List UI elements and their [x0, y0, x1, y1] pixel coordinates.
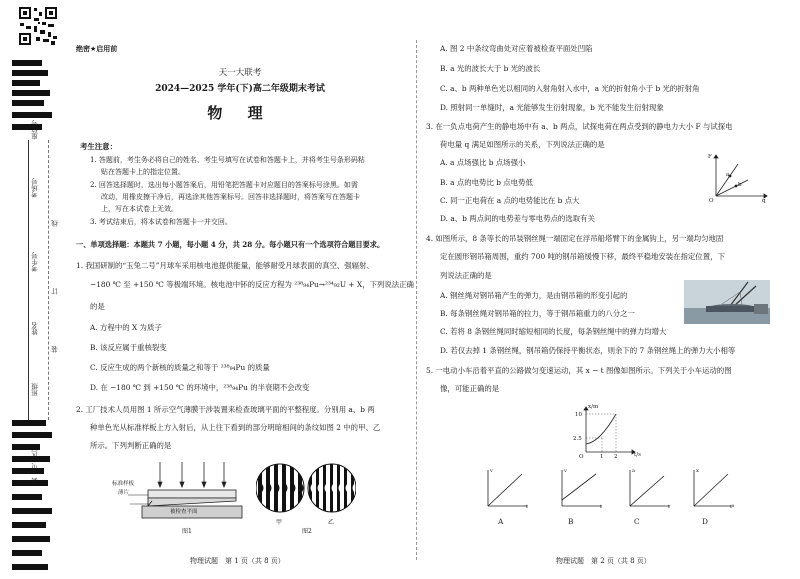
page-divider — [416, 40, 417, 560]
q1-option-b: B. 该反应属于重核裂变 — [90, 343, 167, 352]
subject-title: 物 理 — [207, 104, 273, 122]
q4-option-c: C. 若将 8 条钢丝绳同时缩短相同的长度，每条钢丝绳中的弹力均增大 — [440, 327, 667, 336]
q3-origin: O — [709, 198, 714, 204]
footer-left: 物理试题 第 1 页（共 8 页） — [190, 557, 285, 565]
q4-stem-line: 列说法正确的是 — [440, 271, 492, 280]
exam-title: 2024—2025 学年(下)高二年级期末考试 — [155, 84, 325, 94]
q5-choice-b-axis-x: t — [600, 504, 603, 510]
q2-option-b: B. a 光的波长大于 b 光的波长 — [440, 64, 541, 73]
fig2-label-jia: 甲 — [276, 519, 283, 526]
q1-stem-line: 的是 — [90, 302, 105, 311]
q3-point-b: b — [738, 182, 742, 188]
notice-item: 1. 答题前，考生务必将自己的姓名、考生号填写在试卷和答题卡上，并将考生号条形码粘 — [90, 156, 365, 164]
q5-choice-d-axis-x: t² — [730, 504, 735, 510]
fig1-caption: 图1 — [182, 528, 192, 535]
q2-stem-line: 所示。下列判断正确的是 — [90, 441, 172, 450]
q2-figure-2 — [256, 460, 356, 516]
notice-item: 改动，用橡皮擦干净后，再选涂其他答案标号。回答非选择题时，将答案写在答题卡 — [101, 193, 360, 201]
q4-stem-line: 4. 如图所示，8 条等长的吊装钢丝绳一端固定在浮吊船塔臂下的金属钩上，另一端均匀地固 — [426, 234, 724, 243]
q2-stem-line: 种单色光从标准样板上方入射后，从上往下看到的部分明暗相间的条纹如图 2 中的甲、乙 — [90, 423, 381, 432]
q1-stem-line: 1. 我国研制的“玉兔二号”月球车采用核电池提供能量，能够耐受月球表面的真空、强辐射、 — [76, 261, 374, 270]
secret-mark: 绝密★启用前 — [76, 45, 118, 53]
county-label: 县（市、区） — [31, 445, 39, 484]
seat-number-label: 座位号 — [31, 120, 39, 140]
q4-option-b: B. 每条钢丝绳对钢吊箱的拉力，等于钢吊箱重力的八分之一 — [440, 309, 635, 318]
q5-choice-d-axis-y: x — [696, 468, 699, 474]
fig1-label-surface: 被检查平面 — [170, 509, 198, 515]
fig2-label-yi: 乙 — [328, 519, 335, 526]
q5-stem-line: 像，可能正确的是 — [440, 384, 500, 393]
q3-graph — [708, 152, 768, 204]
q2-option-c: C. a、b 两种单色光以相同的入射角射入水中，a 光的折射角小于 b 光的折射角 — [440, 84, 700, 93]
q1-stem-line: −180 ℃ 至 +150 ℃ 等极端环境。核电池中钚的反应方程为 ²³⁸₉₄Pu→²³⁴₉₂U + X，下列说法正确 — [90, 280, 414, 289]
q3-option-c: C. 同一正电荷在 a 点的电势能比在 b 点大 — [440, 196, 580, 205]
name-label: 姓名 — [31, 322, 39, 335]
q4-option-d: D. 若仅去掉 1 条钢丝绳，钢吊箱仍保持平衡状态，则余下的 7 条钢丝绳上的弹力大小相等 — [440, 346, 736, 355]
class-label: 班级 — [31, 383, 39, 396]
footer-right: 物理试题 第 2 页（共 8 页） — [556, 557, 651, 565]
q5-axis-x: x/m — [588, 404, 599, 410]
q5-choice-c-label: C — [634, 517, 640, 526]
q5-origin: O — [579, 454, 584, 460]
q4-crane-photo — [684, 280, 770, 324]
q3-stem-line: 荷电量 q 满足如图所示的关系，下列说法正确的是 — [440, 140, 605, 149]
notice-item: 2. 回答选择题时，选出每小题答案后，用铅笔把答题卡对应题目的答案标号涂黑。如需 — [90, 181, 358, 189]
q3-axis-q: q — [762, 198, 766, 204]
notice-item: 上，写在本试卷上无效。 — [101, 205, 178, 213]
q2-option-a: A. 图 2 中条纹弯曲处对应着被检查平面处凹陷 — [440, 44, 593, 53]
q3-option-b: B. a 点的电势比 b 点电势低 — [440, 178, 533, 187]
cut-mark-bind: 订 — [51, 288, 59, 295]
org-title: 天一大联考 — [218, 68, 262, 78]
fig2-caption: 图2 — [302, 528, 312, 535]
fig1-label-sheet: 薄片 — [118, 490, 130, 496]
exam-room-label: 考场号 — [31, 178, 39, 198]
q5-choice-d-label: D — [702, 517, 708, 526]
q5-choice-a-axis-x: t — [526, 504, 529, 510]
q5-choice-b-axis-y: v — [564, 468, 567, 474]
q3-option-a: A. a 点场强比 b 点场强小 — [440, 158, 526, 167]
qr-code — [18, 6, 58, 46]
q5-tick-2-5: 2.5 — [573, 436, 582, 442]
q5-choice-a-axis-y: v — [490, 468, 493, 474]
q3-stem-line: 3. 在一负点电荷产生的静电场中有 a、b 两点，试探电荷在两点受到的静电力大小 F 与试探电 — [426, 122, 733, 131]
q3-option-d: D. a、b 两点间的电势差与零电势点的选取有关 — [440, 214, 595, 223]
cut-mark-install: 装 — [51, 346, 59, 353]
q2-option-d: D. 照射同一单缝时，a 光能够发生衍射现象，b 光不能发生衍射现象 — [440, 103, 664, 112]
q2-stem-line: 2. 工厂技术人员用图 1 所示空气薄膜干涉装置来检查玻璃平面的平整程度。分别用 a、b 两 — [76, 405, 375, 414]
q4-stem-line: 定在圆形钢吊箱周围，重约 700 吨的钢吊箱缓慢下移，最终平稳地安装在指定位置，下 — [440, 252, 725, 261]
q5-tick-2: 2 — [614, 454, 618, 460]
q5-tick-10: 10 — [575, 412, 582, 418]
cut-mark-line: 线 — [51, 220, 59, 227]
candidate-number-label: 考生号 — [31, 252, 39, 272]
q4-option-a: A. 钢丝绳对钢吊箱产生的弹力，是由钢吊箱的形变引起的 — [440, 291, 628, 300]
q1-option-d: D. 在 −180 ℃ 到 +150 ℃ 的环境中，²³⁸₉₄Pu 的半衰期不会改变 — [90, 383, 310, 392]
q5-xt-graph — [576, 404, 636, 460]
q5-choice-c-axis-y: a — [632, 468, 635, 474]
q1-option-c: C. 反应生成的两个新核的质量之和等于 ²³⁸₉₄Pu 的质量 — [90, 363, 270, 372]
q5-tick-1: 1 — [600, 454, 604, 460]
binding-strip — [0, 0, 62, 579]
section-heading: 一、单项选择题：本题共 7 小题，每小题 4 分，共 28 分。每小题只有一个选项符合题目要求。 — [76, 240, 385, 249]
q5-stem-line: 5. 一电动小车沿着平直的公路做匀变速运动，其 x − t 图像如图所示。下列关于小车运动的图 — [426, 366, 732, 375]
q5-choice-b-label: B — [568, 517, 574, 526]
q5-choice-c-axis-x: t — [668, 504, 671, 510]
q1-option-a: A. 方程中的 X 为质子 — [90, 323, 162, 332]
notice-title: 考生注意： — [80, 142, 117, 151]
q5-axis-t: t/s — [634, 452, 641, 458]
notice-item: 3. 考试结束后，将本试卷和答题卡一并交回。 — [90, 218, 232, 226]
fig1-label-standard: 标准样板 — [112, 481, 135, 487]
q3-point-a: a — [726, 172, 730, 178]
q5-choice-a-label: A — [498, 517, 504, 526]
q3-axis-f: F — [708, 154, 712, 160]
notice-item: 贴在答题卡上的指定位置。 — [101, 168, 185, 176]
